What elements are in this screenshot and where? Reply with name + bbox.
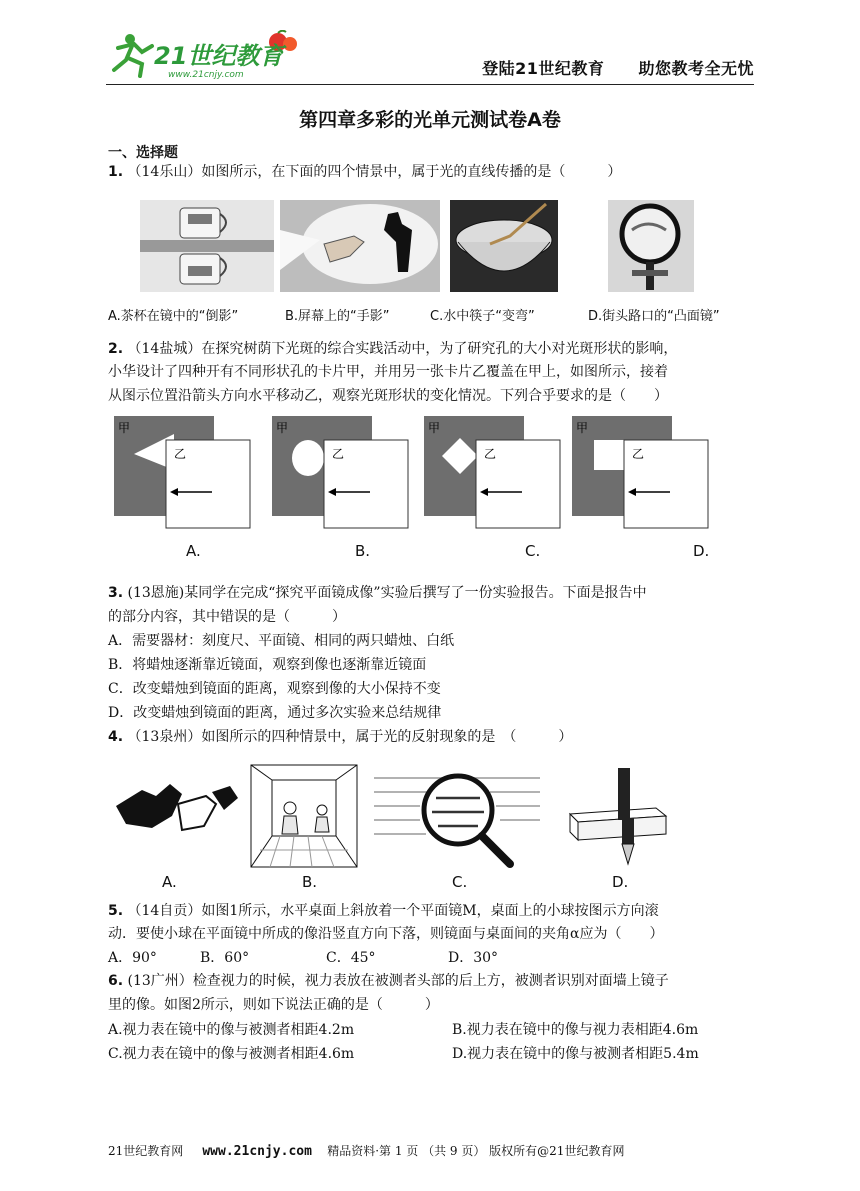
q6-line-2: 里的像。如图2所示，则如下说法正确的是（ ）	[108, 997, 439, 1013]
q6-option-c: C.视力表在镜中的像与被测者相距4.6m	[108, 1046, 355, 1062]
q3-line-1: 3. (13恩施)某同学在完成“探究平面镜成像”实验后撰写了一份实验报告。下面是报告中	[108, 585, 647, 601]
q4-label-d: D.	[612, 873, 629, 891]
svg-text:甲: 甲	[428, 421, 441, 435]
svg-text:甲: 甲	[576, 421, 589, 435]
q1-caption-b: B.屏幕上的“手影”	[285, 309, 390, 324]
q6-line-1: 6. (13广州）检查视力的时候，视力表放在被测者头部的后上方，被测者识别对面墙上镜子	[108, 973, 669, 989]
slogan-right: 助您教考全无忧	[638, 59, 754, 78]
q3-line-2: 的部分内容，其中错误的是（ ）	[108, 609, 346, 625]
header-divider	[106, 84, 754, 85]
q3-option-a: A．需要器材：刻度尺、平面镜、相同的两只蜡烛、白纸	[108, 633, 455, 649]
q1-image-convex-mirror	[608, 200, 694, 292]
footer-url: www.21cnjy.com	[202, 1144, 312, 1159]
q1-image-hand-shadow	[280, 200, 440, 292]
logo-url: www.21cnjy.com	[168, 70, 244, 80]
q1-caption-d: D.街头路口的“凸面镜”	[588, 309, 720, 324]
q2-line-2: 小华设计了四种开有不同形状孔的卡片甲，并用另一张卡片乙覆盖在甲上，如图所示，接着	[108, 364, 668, 380]
q2-figure-a	[112, 414, 252, 530]
q5-option-d: D．30°	[448, 950, 499, 966]
q4-image-pencil-in-water	[560, 764, 672, 868]
logo-text: 21世纪教育	[154, 42, 284, 70]
q2-line-1: 2. （14盐城）在探究树荫下光斑的综合实践活动中，为了研究孔的大小对光斑形状的影响，	[108, 341, 678, 357]
q6-option-a: A.视力表在镜中的像与被测者相距4.2m	[108, 1022, 355, 1038]
q1-caption-c: C.水中筷子“变弯”	[430, 309, 535, 324]
q5-option-c: C．45°	[326, 950, 376, 966]
runner-icon	[114, 34, 152, 76]
q3-option-c: C．改变蜡烛到镜面的距离，观察到像的大小保持不变	[108, 681, 441, 697]
q4-label-b: B.	[302, 873, 318, 891]
q2-label-c: C.	[525, 542, 541, 560]
q2-figure-d	[570, 414, 710, 530]
svg-text:甲: 甲	[118, 421, 131, 435]
q4-image-hand-shadow	[112, 776, 242, 846]
footer-site: 21世纪教育网	[108, 1144, 184, 1158]
q2-label-d: D.	[693, 542, 710, 560]
q3-option-b: B．将蜡烛逐渐靠近镜面，观察到像也逐渐靠近镜面	[108, 657, 427, 673]
svg-text:乙: 乙	[484, 447, 497, 461]
svg-text:甲: 甲	[276, 421, 289, 435]
q5-option-a: A．90°	[108, 950, 157, 966]
svg-text:乙: 乙	[332, 447, 345, 461]
page-footer	[108, 1142, 624, 1159]
q1-image-chopsticks	[450, 200, 558, 292]
q3-option-d: D．改变蜡烛到镜面的距离，通过多次实验来总结规律	[108, 705, 442, 721]
slogan-left: 登陆21世纪教育	[482, 59, 605, 78]
q2-line-3: 从图示位置沿箭头方向水平移动乙，观察光斑形状的变化情况。下列合乎要求的是（ ）	[108, 388, 668, 404]
q1-text: 1. （14乐山）如图所示，在下面的四个情景中，属于光的直线传播的是（ ）	[108, 164, 622, 180]
q5-line-2: 动．要使小球在平面镜中所成的像沿竖直方向下落，则镜面与桌面间的夹角α应为（ ）	[108, 926, 664, 942]
page-title: 第四章多彩的光单元测试卷A卷	[299, 109, 561, 131]
svg-text:乙: 乙	[632, 447, 645, 461]
q2-label-b: B.	[355, 542, 371, 560]
q2-label-a: A.	[186, 542, 201, 560]
q6-option-d: D.视力表在镜中的像与被测者相距5.4m	[452, 1046, 699, 1062]
site-logo	[108, 30, 313, 82]
q2-figure-b	[270, 414, 410, 530]
section-heading: 一、选择题	[108, 145, 178, 161]
q4-text: 4. （13泉州）如图所示的四种情景中，属于光的反射现象的是 （ ）	[108, 729, 573, 745]
q4-label-c: C.	[452, 873, 468, 891]
q4-image-mirror-room	[250, 764, 358, 868]
svg-text:乙: 乙	[174, 447, 187, 461]
q1-caption-a: A.茶杯在镜中的“倒影”	[108, 309, 239, 324]
q4-image-magnifier	[370, 768, 548, 870]
q2-figure-c	[422, 414, 562, 530]
q1-image-teacup	[140, 200, 274, 292]
q5-option-b: B．60°	[200, 950, 250, 966]
q5-line-1: 5. （14自贡）如图1所示，水平桌面上斜放着一个平面镜M，桌面上的小球按图示方向滚	[108, 903, 659, 919]
q4-label-a: A.	[162, 873, 177, 891]
header-slogan	[482, 56, 754, 79]
q6-option-b: B.视力表在镜中的像与视力表相距4.6m	[452, 1022, 699, 1038]
footer-page-info: 精品资料·第 1 页 （共 9 页） 版权所有@21世纪教育网	[327, 1144, 625, 1158]
